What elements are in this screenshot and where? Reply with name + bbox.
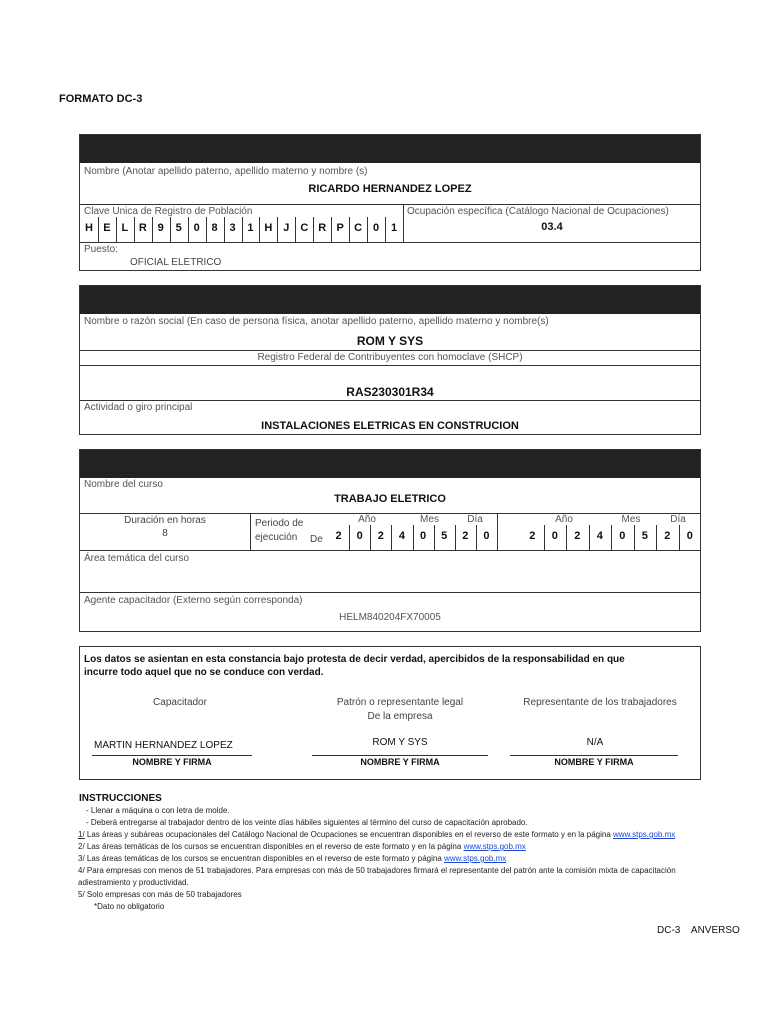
rfc-label: Registro Federal de Contribuyentes con homoclave (SHCP) xyxy=(257,352,523,363)
box-separator xyxy=(370,525,371,550)
divider xyxy=(80,400,700,401)
trainer-label: Capacitador xyxy=(153,697,207,708)
date-digit: 2 xyxy=(377,530,384,542)
date-digit: 0 xyxy=(551,530,558,542)
company-name-label: Nombre o razón social (En caso de persona física, anotar apellido paterno, apellido materno y nombre(s) xyxy=(84,316,549,327)
curp-character: C xyxy=(354,222,363,234)
workers-sign-caption: NOMBRE Y FIRMA xyxy=(554,757,634,767)
trainer-name: MARTIN HERNANDEZ LOPEZ xyxy=(94,740,233,751)
curp-character: C xyxy=(300,222,309,234)
box-separator xyxy=(134,217,135,242)
course-name-label: Nombre del curso xyxy=(84,479,163,490)
employer-label-2: De la empresa xyxy=(367,711,433,722)
date-digit: 2 xyxy=(335,530,342,542)
duration-label: Duración en horas xyxy=(124,515,206,526)
worker-name-value: RICARDO HERNANDEZ LOPEZ xyxy=(308,183,472,195)
box-separator xyxy=(170,217,171,242)
date-digit: 2 xyxy=(529,530,536,542)
worker-section xyxy=(79,134,701,271)
worker-section-header-bar xyxy=(80,135,700,163)
curp-character: 1 xyxy=(390,222,398,234)
box-separator xyxy=(259,217,260,242)
course-section-header-bar xyxy=(80,450,700,478)
position-value: OFICIAL ELETRICO xyxy=(130,257,222,268)
agent-value: HELM840204FX70005 xyxy=(339,612,441,623)
curp-character: R xyxy=(138,222,147,234)
box-separator xyxy=(434,525,435,550)
occupation-label: Ocupación específica (Catálogo Nacional de Ocupaciones) xyxy=(407,206,669,217)
box-separator xyxy=(656,525,657,550)
box-separator xyxy=(589,525,590,550)
stps-link[interactable]: www.stps.gob.mx xyxy=(443,854,507,863)
curp-character: P xyxy=(336,222,344,234)
instruction-number: 5/ xyxy=(78,890,85,899)
duration-value: 8 xyxy=(162,528,168,539)
employer-label-1: Patrón o representante legal xyxy=(336,697,464,708)
instruction-number: 2/ xyxy=(78,842,85,851)
box-separator xyxy=(634,525,635,550)
instruction-number: 3/ xyxy=(78,854,85,863)
signature-line xyxy=(92,755,252,756)
divider xyxy=(497,513,498,550)
divider xyxy=(250,513,251,550)
divider xyxy=(80,204,700,205)
curp-character: 1 xyxy=(247,222,254,234)
box-separator xyxy=(611,525,612,550)
date-digit: 5 xyxy=(441,530,448,542)
curp-character: L xyxy=(121,222,129,234)
curp-character: E xyxy=(103,222,111,234)
date-digit: 2 xyxy=(574,530,581,542)
box-separator xyxy=(679,525,680,550)
curp-character: 5 xyxy=(175,222,182,234)
activity-value: INSTALACIONES ELETRICAS EN CONSTRUCION xyxy=(261,420,519,432)
signature-line xyxy=(510,755,678,756)
curp-character: H xyxy=(84,222,93,234)
box-separator xyxy=(152,217,153,242)
stps-link[interactable]: www.stps.gob.mx xyxy=(463,842,526,851)
instruction-number: 1/ xyxy=(78,830,85,839)
curp-character: H xyxy=(264,222,273,234)
workers-rep-name: N/A xyxy=(586,737,604,748)
company-section xyxy=(79,285,701,435)
page-footer: DC-3 ANVERSO xyxy=(657,925,740,936)
instruction-line: 5/ Solo empresas con más de 50 trabajadores xyxy=(78,890,242,899)
activity-label: Actividad o giro principal xyxy=(84,402,193,413)
instruction-line: 4/ Para empresas con menos de 51 trabajadores. Para empresas con más de 50 trabajadores firmará el representante del patrón ante la comisión mixta de capacitación xyxy=(78,866,676,875)
position-label: Puesto: xyxy=(84,244,118,255)
box-separator xyxy=(277,217,278,242)
legal-statement: Los datos se asientan en esta constancia bajo protesta de decir verdad, apercibidos de la responsabilidad en que incurre todo aquel que no se conduce con verdad. xyxy=(84,654,625,678)
to-year-label: Año xyxy=(555,514,573,525)
period-label-2: ejecución xyxy=(255,532,298,543)
box-separator xyxy=(566,525,567,550)
box-separator xyxy=(476,525,477,550)
box-separator xyxy=(367,217,368,242)
box-separator xyxy=(116,217,117,242)
box-separator xyxy=(242,217,243,242)
curp-character: 3 xyxy=(229,222,236,234)
box-separator xyxy=(455,525,456,550)
form-title: FORMATO DC-3 xyxy=(59,93,143,105)
box-separator xyxy=(413,525,414,550)
to-month-label: Mes xyxy=(621,514,641,525)
box-separator xyxy=(331,217,332,242)
date-digit: 0 xyxy=(356,530,363,542)
curp-boxes xyxy=(80,217,403,242)
date-digit: 2 xyxy=(462,530,469,542)
box-separator xyxy=(224,217,225,242)
employer-name: ROM Y SYS xyxy=(372,737,428,748)
instructions-title: INSTRUCCIONES xyxy=(79,793,162,804)
box-separator xyxy=(385,217,386,242)
box-separator xyxy=(313,217,314,242)
rfc-value: RAS230301R34 xyxy=(346,385,434,399)
instruction-line: adiestramiento y productividad. xyxy=(78,878,189,887)
divider xyxy=(80,242,700,243)
instruction-line: *Dato no obligatorio xyxy=(94,902,165,911)
divider xyxy=(80,592,700,593)
workers-rep-label: Representante de los trabajadores xyxy=(523,697,677,708)
box-separator xyxy=(349,217,350,242)
occupation-value: 03.4 xyxy=(541,221,563,233)
curp-character: 0 xyxy=(193,222,200,234)
date-digit: 0 xyxy=(420,530,427,542)
company-section-header-bar xyxy=(80,286,700,314)
instruction-number: 4/ xyxy=(78,866,85,875)
date-digit: 0 xyxy=(619,530,626,542)
date-digit: 5 xyxy=(641,530,648,542)
box-separator xyxy=(391,525,392,550)
course-section xyxy=(79,449,701,632)
stps-link[interactable]: www.stps.gob.mx xyxy=(613,830,676,839)
to-date-boxes xyxy=(521,525,701,550)
curp-character: 0 xyxy=(373,222,380,234)
employer-sign-caption: NOMBRE Y FIRMA xyxy=(360,757,440,767)
area-label: Área temática del curso xyxy=(84,553,190,564)
curp-character: 9 xyxy=(157,222,164,234)
period-label-1: Periodo de xyxy=(255,518,304,529)
from-day-label: Día xyxy=(467,514,483,525)
agent-label: Agente capacitador (Externo según corresponda) xyxy=(84,595,303,606)
curp-character: J xyxy=(283,222,290,234)
date-digit: 0 xyxy=(686,530,693,542)
instruction-line: 1/ Las áreas y subáreas ocupacionales del Catálogo Nacional de Ocupaciones se encuentran disponibles en el reverso de este formato y en la página www.stps.gob.mx xyxy=(78,830,676,839)
box-separator xyxy=(295,217,296,242)
box-separator xyxy=(206,217,207,242)
date-digit: 4 xyxy=(398,530,405,542)
signature-section xyxy=(79,646,701,780)
date-digit: 4 xyxy=(596,530,603,542)
curp-label: Clave Unica de Registro de Población xyxy=(84,206,253,217)
divider xyxy=(80,350,700,351)
instruction-line: 2/ Las áreas temáticas de los cursos se encuentran disponibles en el reverso de este formato y en la página www.stps.gob.mx xyxy=(78,842,526,851)
from-month-label: Mes xyxy=(420,514,439,525)
curp-character: 8 xyxy=(211,222,218,234)
worker-name-label: Nombre (Anotar apellido paterno, apellido materno y nombre (s) xyxy=(84,166,368,177)
date-digit: 0 xyxy=(483,530,490,542)
divider xyxy=(80,550,700,551)
from-date-boxes xyxy=(328,525,497,550)
box-separator xyxy=(98,217,99,242)
signature-line xyxy=(312,755,488,756)
instruction-line: - Deberá entregarse al trabajador dentro de los veinte días hábiles siguientes al término del curso de capacitación aprobado. xyxy=(86,818,528,827)
box-separator xyxy=(188,217,189,242)
trainer-sign-caption: NOMBRE Y FIRMA xyxy=(132,757,212,767)
curp-character: R xyxy=(318,222,327,234)
to-day-label: Día xyxy=(670,514,686,525)
instruction-line: 3/ Las áreas temáticas de los cursos se encuentran disponibles en el reverso de este formato y página www.stps.gob.mx xyxy=(78,854,507,863)
course-name-value: TRABAJO ELETRICO xyxy=(334,493,446,505)
date-digit: 2 xyxy=(664,530,671,542)
box-separator xyxy=(349,525,350,550)
from-year-label: Año xyxy=(358,514,376,525)
instruction-line: - Llenar a máquina o con letra de molde. xyxy=(86,806,230,815)
from-label: De xyxy=(310,534,323,545)
company-name-value: ROM Y SYS xyxy=(356,334,424,348)
box-separator xyxy=(544,525,545,550)
divider xyxy=(80,365,700,366)
